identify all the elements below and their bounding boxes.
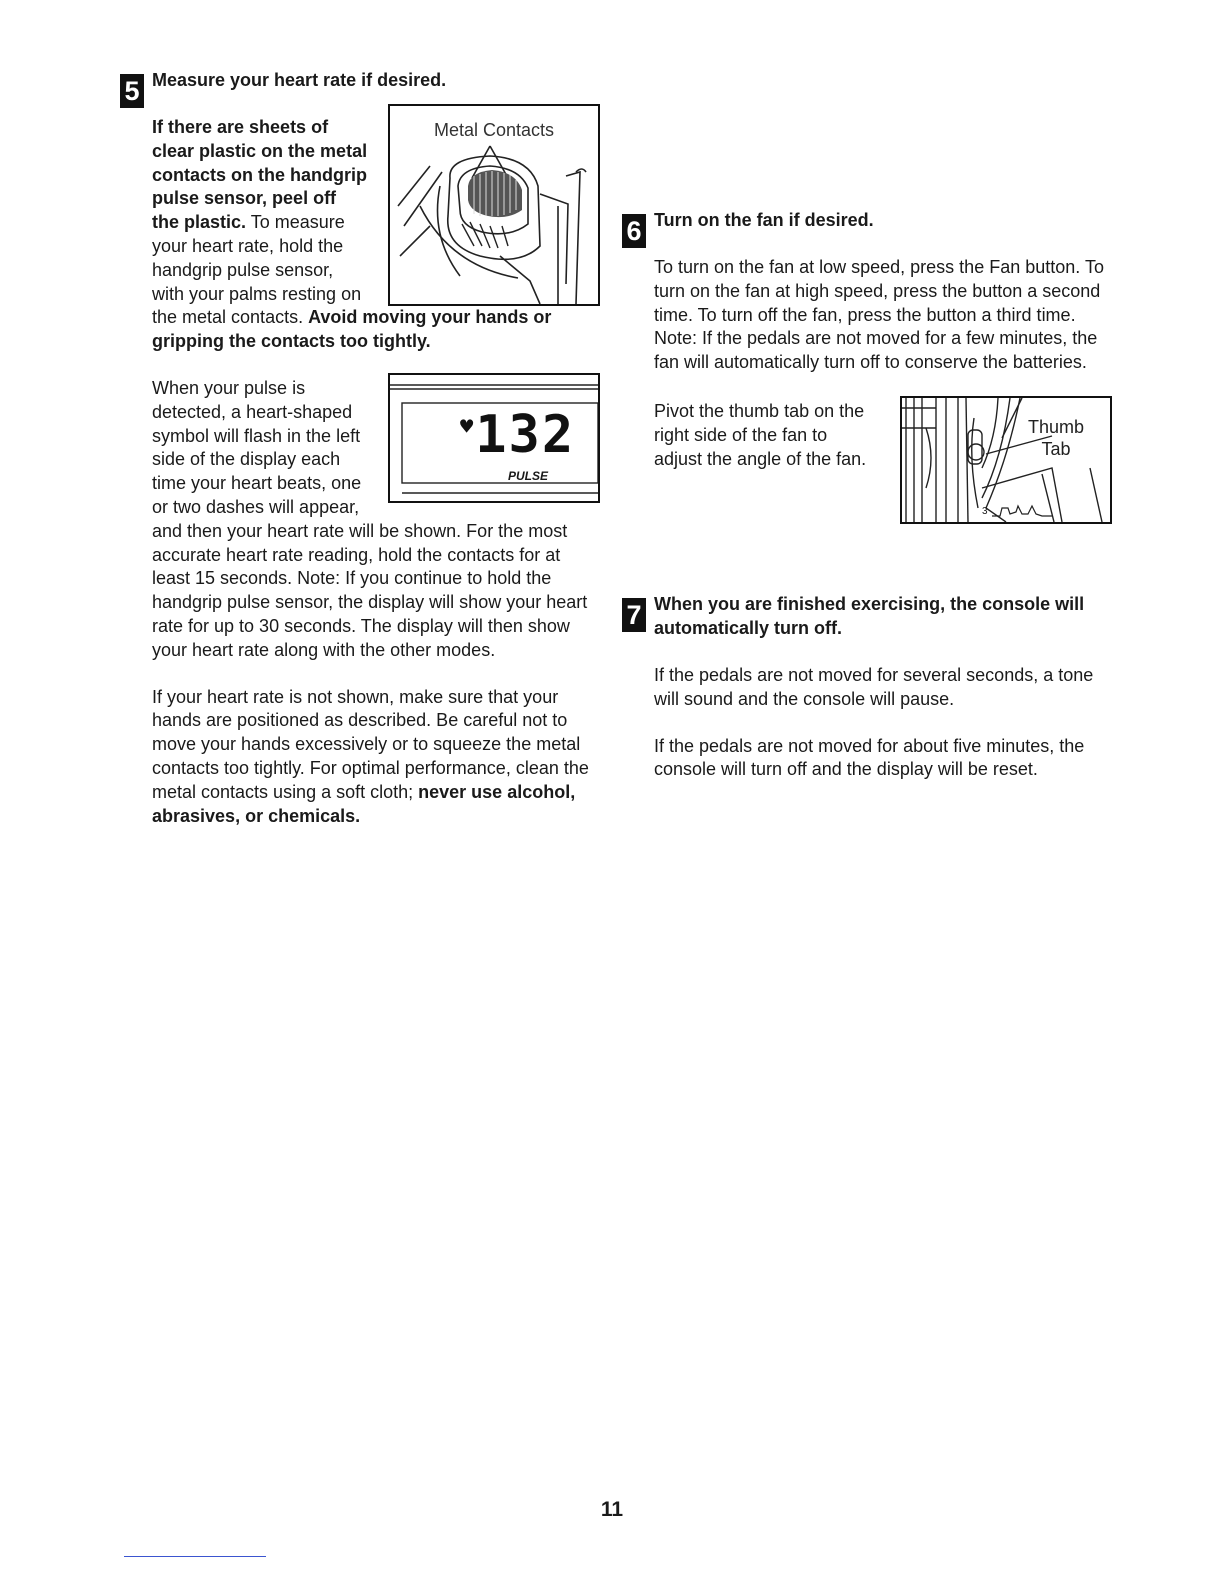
thumb-label: Thumb — [1028, 416, 1085, 437]
step-7-title: When you are finished exercising, the console will automatically turn off. — [654, 594, 1085, 638]
positioning-instruction: If your heart rate is not shown, make sure that your hands are positioned as described. Be careful not to move your hands excessively or to squeeze the metal contacts too tightly. For optimal performance, clean the metal contacts using a soft cloth; — [152, 686, 589, 802]
footer-rule — [124, 1556, 266, 1557]
step-7-paragraph-2: If the pedals are not moved for about five minutes, the console will turn off and the display will be reset. — [654, 735, 1085, 780]
right-column — [622, 140, 1112, 524]
figure-small-number: 3 — [982, 505, 988, 517]
step-6-paragraph-1: To turn on the fan at low speed, press the Fan button. To turn on the fan at high speed, press the button a second time. To turn off the fan, press the button a third time. Note: If the pedals are not moved for a few minutes, the fan will automatically turn off to conserve the batteries. — [654, 257, 1104, 373]
page-number: 11 — [600, 1498, 624, 1521]
step-7-paragraph-1: If the pedals are not moved for several seconds, a tone will sound and the console will pause. — [654, 665, 1094, 709]
step-7-section — [622, 592, 1112, 782]
step-7-badge: 7 — [622, 598, 646, 632]
step-5-paragraph-2: When your pulse is detected, a heart-shaped symbol will flash in the left side of the display each time your heart beats, one or two dashes will appear, and then your heart rate will be shown. For the most accurate heart rate reading, hold the contacts for at least 15 seconds. Note: If you continue to hold the handgrip pulse sensor, the display will show your heart rate for up to 30 seconds. The display will then show your heart rate along with the other modes. — [152, 377, 588, 660]
step-6-title: Turn on the fan if desired. — [654, 210, 874, 230]
heart-symbol-icon: ♥ — [460, 414, 476, 440]
step-5-body — [120, 116, 600, 828]
step-6-body — [622, 256, 1112, 517]
step-5-header — [120, 68, 600, 106]
left-column — [120, 68, 600, 828]
metal-contacts-label: Metal Contacts — [433, 120, 555, 140]
step-6-paragraph-2: Pivot the thumb tab on the right side of the fan to adjust the angle of the fan. — [654, 400, 867, 469]
thumb-tab-figure — [900, 396, 1112, 524]
cleaning-warning: never use alcohol, abrasives, or chemicals. — [152, 781, 576, 826]
step-7-body — [622, 664, 1112, 782]
pulse-display-value: 132 — [475, 404, 576, 465]
metal-contacts-figure — [388, 104, 600, 306]
step-5-title: Measure your heart rate if desired. — [152, 70, 447, 90]
pulse-display-label: PULSE — [508, 468, 549, 483]
hold-sensor-instruction: To measure your heart rate, hold the handgrip pulse sensor, with your palms resting on the metal contacts. — [152, 212, 362, 328]
pulse-display-figure — [388, 373, 600, 503]
step-5-badge: 5 — [120, 74, 144, 108]
avoid-moving-warning: Avoid moving your hands or gripping the contacts too tightly. — [152, 307, 552, 352]
step-6-header — [622, 208, 1112, 246]
tab-label: Tab — [1041, 438, 1071, 459]
step-6-badge: 6 — [622, 214, 646, 248]
plastic-sheet-instruction: If there are sheets of clear plastic on the metal contacts on the handgrip pulse sensor, peel off the plastic. — [152, 117, 368, 233]
step-5-paragraph-3 — [152, 686, 600, 829]
step-7-header — [622, 592, 1112, 640]
